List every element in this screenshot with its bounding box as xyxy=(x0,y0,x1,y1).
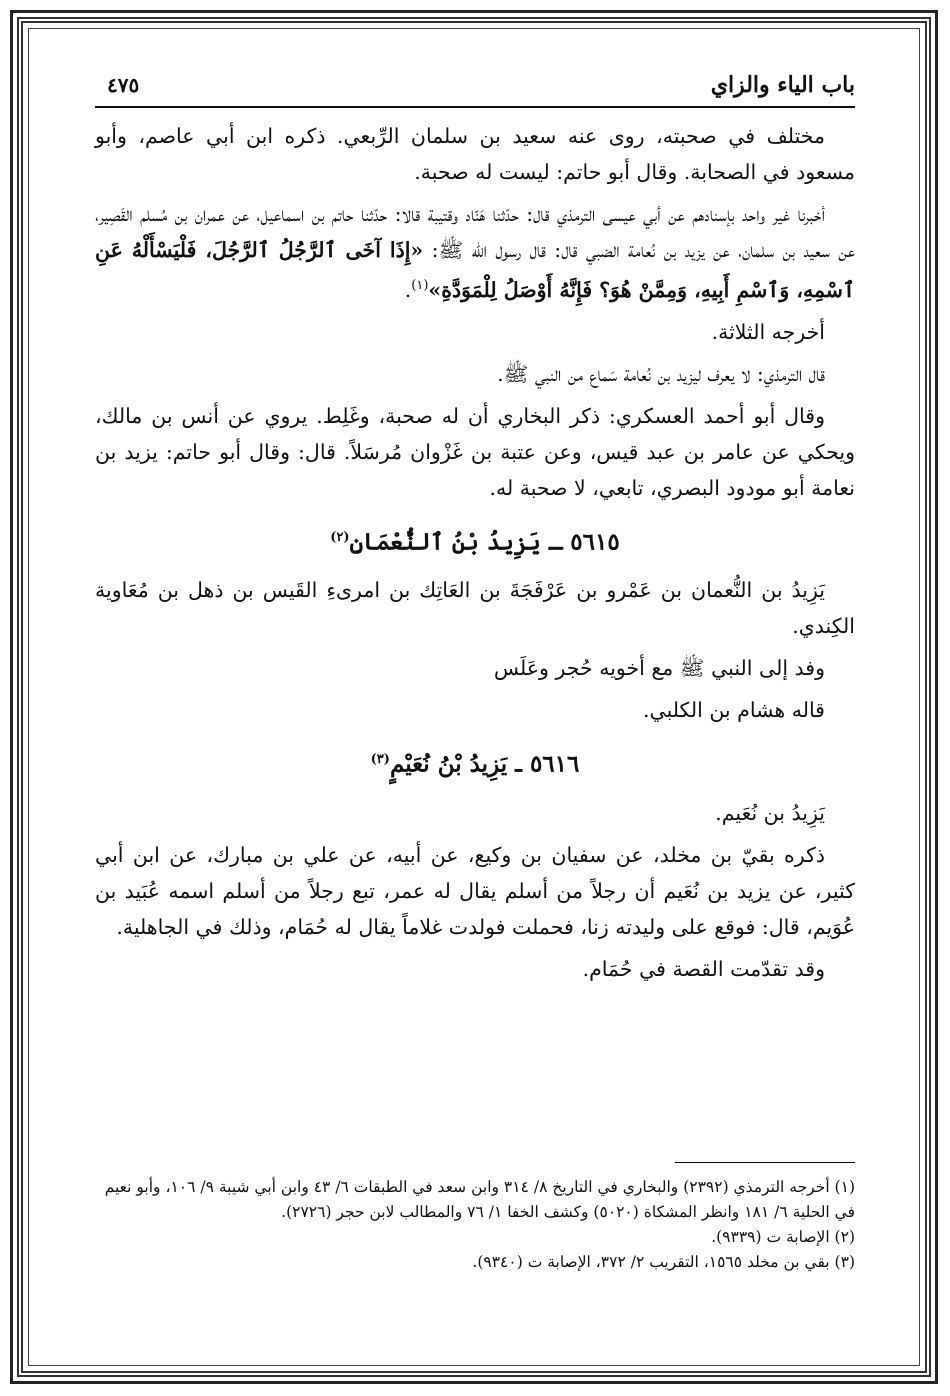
paragraph: قال الترمذي: لا يعرف ليزيد بن نُعامة سَماع من النبي ﷺ. xyxy=(497,361,825,386)
footnotes xyxy=(95,1162,855,1275)
footnote-separator xyxy=(675,1162,855,1163)
entry-title: ٥٦١٦ ـ يَزِيدُ بْنُ نُعَيْمٍ xyxy=(389,751,580,779)
hadith-text: «إِذَا آخَى ٱلرَّجُلُ ٱلرَّجُلَ، فَلْيَسْأَلْهُ عَنِ ٱسْمِهِ، وَٱسْمِ أَبِيهِ، وَمِمَّنْ هُوَ؟ فَإِنَّهُ أَوْصَلُ لِلْمَوَدَّةِ» xyxy=(95,238,855,302)
paragraph: وقد تقدّمت القصة في حُمَام. xyxy=(582,957,825,982)
footnote-marker: (٢) xyxy=(330,529,350,545)
paragraph: وفد إلى النبي ﷺ مع أخويه حُجر وعَلَس xyxy=(493,656,825,681)
entry-title: ٥٦١٥ ـ يَزِيدُ بْنُ ٱلنُّعْمَانِ xyxy=(349,528,620,556)
paragraph: يَزِيدُ بن النُّعمان بن عَمْرو بن عَرْفَجَةَ بن العَاتِك بن امرىءِ القَيس بن ذهل بن مُعَاوية الكِندي. xyxy=(95,578,855,639)
footnote: (٣) بقي بن مخلد ١٥٦٥، التقريب ٢/ ٣٧٢، الإصابة ت (٩٣٤٠). xyxy=(472,1253,855,1271)
entry-heading xyxy=(95,518,855,563)
page-content xyxy=(95,72,855,993)
running-header xyxy=(95,72,855,108)
entry-heading xyxy=(95,740,855,785)
footnote-marker: (١) xyxy=(411,278,429,293)
chapter-title: باب الياء والزاي xyxy=(710,72,855,98)
paragraph-hadith-chain: أخبرنا غير واحد بإسنادهم عن أبي عيسى الترمذي قال: حدّثنا هَنّاد وقتيبة قالا: حدّثنا حاتم بن اسماعيل، عن عمران بن مُسلم القَصِير، عن سعيد بن سلمان، عن يزيد بن نُعامة الضبي قال: قال رسول الله ﷺ: «إِذَا آخَى ٱلرَّجُلُ ٱلرَّجُلَ، فَلْيَسْأَلْهُ عَنِ ٱسْمِهِ، وَٱسْمِ أَبِيهِ، وَمِمَّنْ هُوَ؟ فَإِنَّهُ أَوْصَلُ لِلْمَوَدَّةِ»$^{(١)}$. xyxy=(95,202,855,302)
paragraph: وقال أبو أحمد العسكري: ذكر البخاري أن له صحبة، وغَلِط. يروي عن أنس بن مالك، ويحكي عن عامر بن عبد قيس، وعن عتبة بن غَزْوان مُرسَلاً. قال: وقال أبو حاتم: يزيد بن نعامة أبو مودود البصري، تابعي، لا صحبة له. xyxy=(95,403,855,500)
footnote-marker: (٣) xyxy=(370,752,390,768)
paragraph: ذكره بقيّ بن مخلد، عن سفيان بن وكيع، عن أبيه، عن علي بن مبارك، عن ابن أبي كثير، عن يزيد بن نُعَيم أن رجلاً من أسلم يقال له عمر، تبع رجلاً من أسلم اسمه عُبَيد بن عُوَيم، قال: فوقع على وليدته زنا، فحملت فولدت غلاماً يقال له حُمَام، وذلك في الجاهلية. xyxy=(95,843,855,940)
footnote: (١) أخرجه الترمذي (٢٣٩٢) والبخاري في التاريخ ٨/ ٣١٤ وابن سعد في الطبقات ٦/ ٤٣ وابن أبي شيبة ٩/ ١٠٦، وأبو نعيم في الحلية ٦/ ١٨١ وانظر المشكاة (٥٠٢٠) وكشف الخفا ١/ ٧٦ والمطالب لابن حجر (٢٧٢٦). xyxy=(104,1178,855,1221)
page-number: ٤٧٥ xyxy=(107,73,140,97)
paragraph: مختلف في صحبته، روى عنه سعيد بن سلمان الرِّبعي. ذكره ابن أبي عاصم، وأبو مسعود في الصحابة. وقال أبو حاتم: ليست له صحبة. xyxy=(95,124,855,184)
paragraph: قاله هشام بن الكلبي. xyxy=(642,698,825,723)
paragraph: يَزِيدُ بن نُعَيم. xyxy=(715,801,825,826)
paragraph: أخرجه الثلاثة. xyxy=(711,319,825,344)
footnote: (٢) الإصابة ت (٩٣٣٩). xyxy=(711,1228,855,1246)
isnad-text: أخبرنا غير واحد بإسنادهم عن أبي عيسى الترمذي قال: حدّثنا هَنّاد وقتيبة قالا: حدّثنا حاتم بن اسماعيل، عن عمران بن مُسلم القَصِير، عن سعيد بن سلمان، عن يزيد بن نُعامة الضبي قال: قال رسول الله ﷺ: xyxy=(95,202,855,262)
main-text xyxy=(95,118,855,987)
